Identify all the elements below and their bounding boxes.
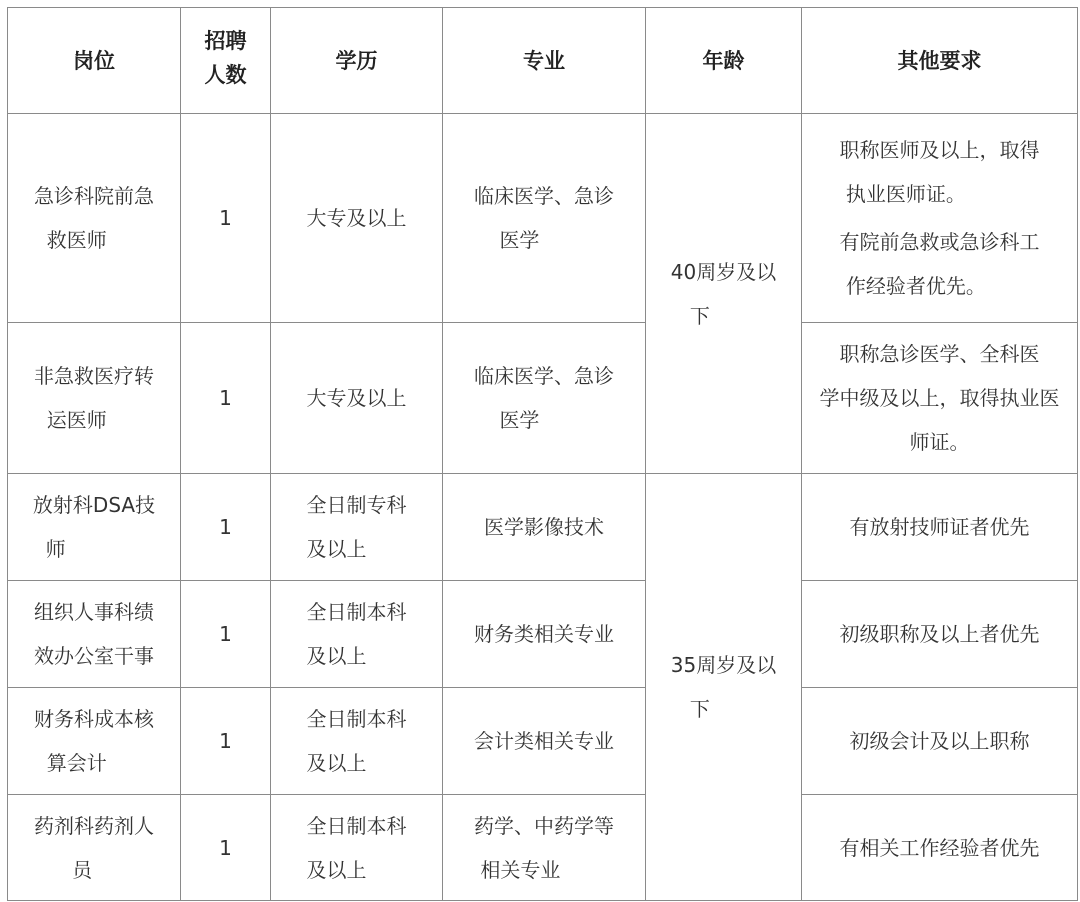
post-cell: 急诊科院前急 救医师: [8, 114, 181, 323]
post-cell: 财务科成本核 算会计: [8, 688, 181, 795]
other-cell: 初级职称及以上者优先: [802, 581, 1078, 688]
education-cell: 大专及以上: [271, 114, 443, 323]
major-cell: 会计类相关专业: [443, 688, 646, 795]
other-cell: 初级会计及以上职称: [802, 688, 1078, 795]
table-row: [8, 688, 1078, 795]
count-cell: 1: [181, 474, 271, 581]
table-row: [8, 795, 1078, 901]
post-cell: 药剂科药剂人 员: [8, 795, 181, 901]
age-cell: 40周岁及以 下: [646, 114, 802, 474]
education-cell: 全日制本科 及以上: [271, 581, 443, 688]
header-count: 招聘 人数: [181, 8, 271, 114]
age-cell: 35周岁及以 下: [646, 474, 802, 901]
post-cell: 非急救医疗转 运医师: [8, 323, 181, 474]
major-cell: 临床医学、急诊 医学: [443, 114, 646, 323]
other-cell: 职称医师及以上，取得 执业医师证。 有院前急救或急诊科工 作经验者优先。: [802, 114, 1078, 323]
other-cell: 有相关工作经验者优先: [802, 795, 1078, 901]
recruitment-table: [7, 7, 1078, 901]
major-cell: 医学影像技术: [443, 474, 646, 581]
major-cell: 财务类相关专业: [443, 581, 646, 688]
header-age: 年龄: [646, 8, 802, 114]
header-row: [8, 8, 1078, 114]
other-cell: 职称急诊医学、全科医 学中级及以上，取得执业医 师证。: [802, 323, 1078, 474]
education-cell: 全日制专科 及以上: [271, 474, 443, 581]
table-row: [8, 581, 1078, 688]
education-cell: 大专及以上: [271, 323, 443, 474]
other-cell: 有放射技师证者优先: [802, 474, 1078, 581]
count-cell: 1: [181, 114, 271, 323]
table-row: [8, 474, 1078, 581]
count-cell: 1: [181, 795, 271, 901]
table-row: [8, 323, 1078, 474]
header-major: 专业: [443, 8, 646, 114]
count-cell: 1: [181, 581, 271, 688]
education-cell: 全日制本科 及以上: [271, 795, 443, 901]
count-cell: 1: [181, 688, 271, 795]
post-cell: 放射科DSA技 师: [8, 474, 181, 581]
count-cell: 1: [181, 323, 271, 474]
header-education: 学历: [271, 8, 443, 114]
education-cell: 全日制本科 及以上: [271, 688, 443, 795]
post-cell: 组织人事科绩 效办公室干事: [8, 581, 181, 688]
header-other: 其他要求: [802, 8, 1078, 114]
major-cell: 药学、中药学等 相关专业: [443, 795, 646, 901]
table-row: [8, 114, 1078, 323]
major-cell: 临床医学、急诊 医学: [443, 323, 646, 474]
header-post: 岗位: [8, 8, 181, 114]
